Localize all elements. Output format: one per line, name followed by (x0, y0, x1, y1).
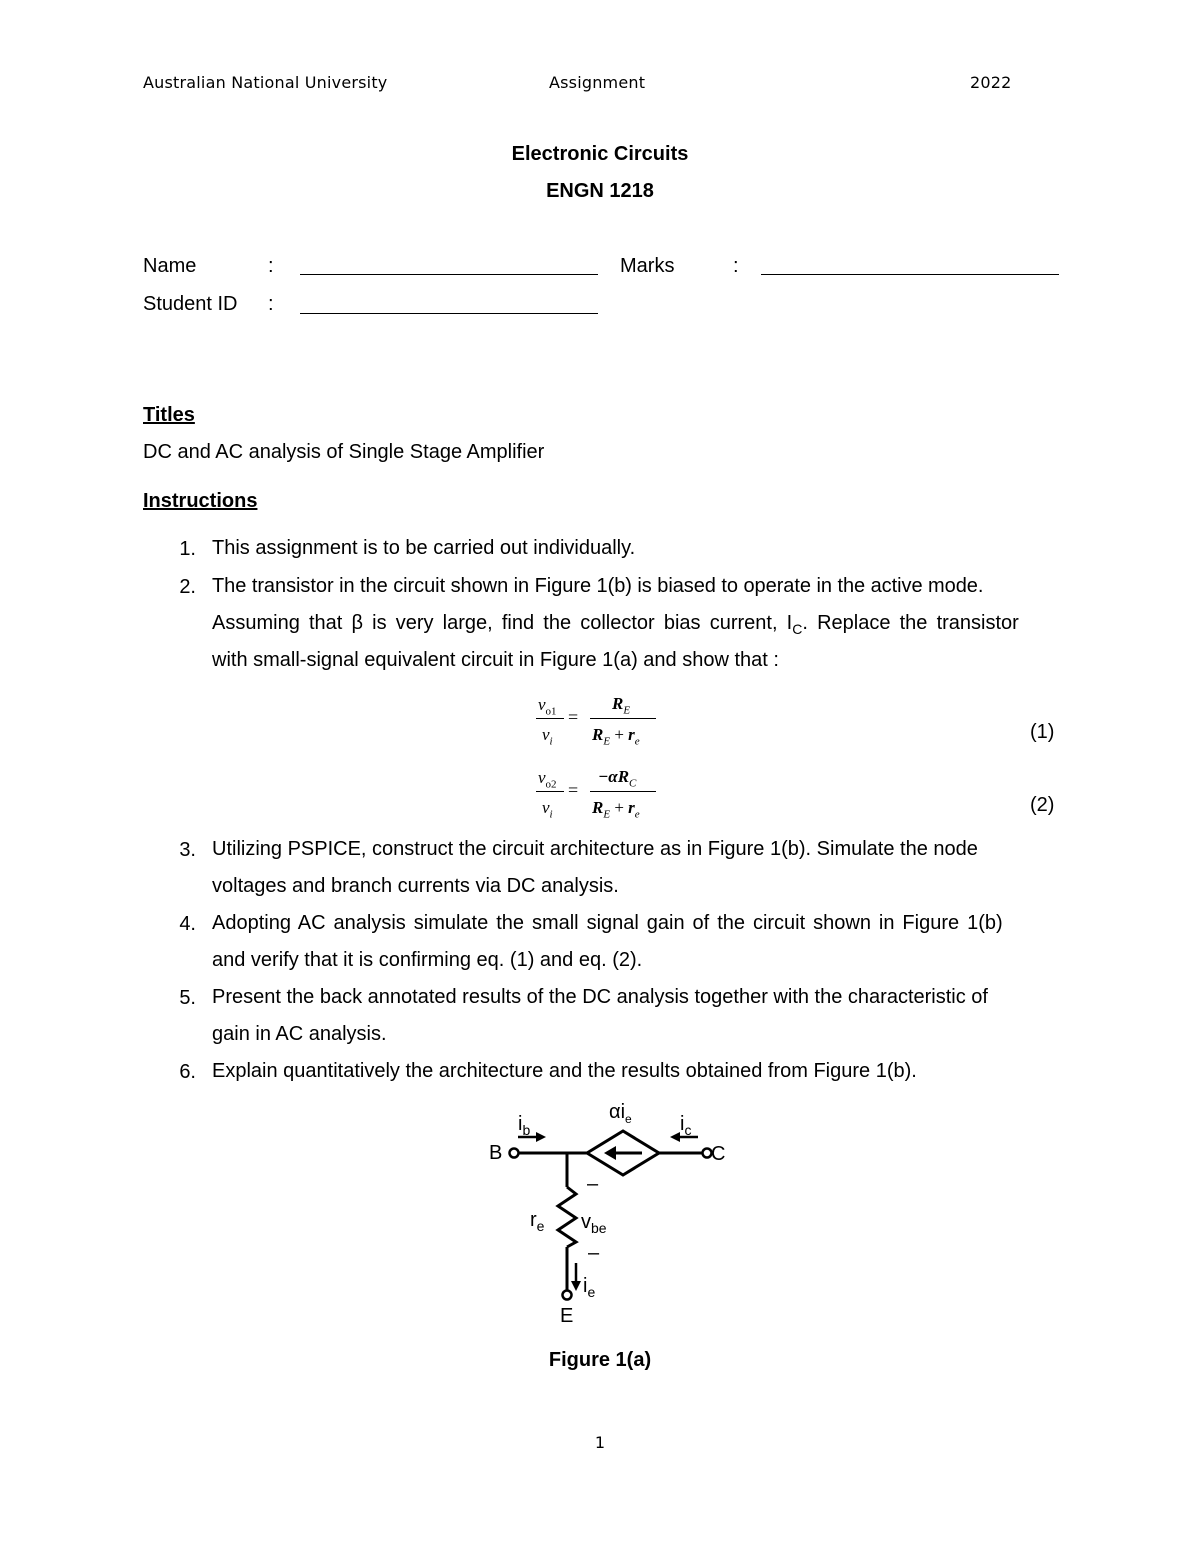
eq1-lhs-numerator (538, 695, 557, 717)
ib-arrow-head-icon (536, 1132, 546, 1142)
instruction-item-1 (212, 530, 1058, 567)
instructions-heading: Instructions (143, 490, 258, 512)
eq2-rhs-denominator (592, 798, 640, 820)
eq-subscript: e (634, 735, 640, 748)
eq2-lhs-numerator (538, 768, 557, 790)
instruction-number: 6. (179, 1061, 196, 1083)
eq-plus: + (614, 725, 624, 744)
eq2-rhs-bar (590, 791, 656, 792)
eq-subscript: i (549, 735, 553, 748)
instruction-number: 1. (179, 538, 196, 560)
name-label: Name (143, 255, 197, 277)
instruction-line-part: . Replace the transistor (802, 612, 1019, 634)
eq-symbol: R (592, 798, 604, 817)
instruction-line: The transistor in the circuit shown in Figure 1(b) is biased to operate in the active mode. (212, 575, 984, 597)
resistor-re (558, 1187, 576, 1247)
eq1-rhs-denominator (592, 725, 640, 747)
eq1-rhs-numerator (612, 694, 630, 716)
ie-arrow-head-icon (571, 1281, 581, 1291)
label-symbol: r (530, 1209, 537, 1231)
eq-symbol: r (628, 798, 635, 817)
eq-subscript: o1 (545, 705, 557, 718)
eq-symbol: v (538, 695, 546, 714)
eq-subscript: C (629, 777, 637, 790)
student-id-label: Student ID (143, 293, 238, 315)
label-symbol: i (518, 1113, 523, 1135)
eq-subscript: e (634, 808, 640, 821)
label-minus-top: – (587, 1173, 599, 1195)
eq-symbol: v (542, 798, 550, 817)
instruction-line: Present the back annotated results of the DC analysis together with the characteristic of (212, 986, 988, 1008)
eq-symbol: −αR (598, 767, 630, 786)
eq1-rhs-bar (590, 718, 656, 719)
label-symbol: αi (609, 1101, 626, 1123)
label-subscript: e (536, 1218, 545, 1234)
student-id-blank-line[interactable] (300, 313, 598, 314)
instruction-line: This assignment is to be carried out individually. (212, 537, 636, 559)
instruction-item-3 (212, 831, 1058, 905)
eq2-rhs-numerator (598, 767, 636, 789)
eq-symbol: R (612, 694, 624, 713)
instruction-line: Utilizing PSPICE, construct the circuit architecture as in Figure 1(b). Simulate the node (212, 838, 978, 860)
eq-subscript: o2 (545, 778, 557, 791)
titles-text: DC and AC analysis of Single Stage Amplifier (143, 441, 545, 463)
label-symbol: i (680, 1113, 685, 1135)
label-subscript: c (684, 1122, 692, 1138)
eq2-lhs-bar (536, 791, 564, 792)
label-subscript: e (587, 1284, 596, 1300)
eq2-lhs-denominator (542, 798, 553, 820)
label-subscript: b (522, 1122, 531, 1138)
subscript-c: C (792, 621, 803, 637)
page-number: 1 (594, 1433, 606, 1452)
header-institution: Australian National University (143, 73, 388, 92)
label-re (530, 1209, 544, 1234)
eq-subscript: i (549, 808, 553, 821)
instruction-line: gain in AC analysis. (212, 1023, 387, 1045)
instruction-number: 4. (179, 913, 196, 935)
instruction-item-4 (212, 905, 1058, 979)
eq1-lhs-bar (536, 718, 564, 719)
label-symbol: i (583, 1275, 588, 1297)
label-ie (583, 1275, 595, 1300)
label-ib (518, 1113, 530, 1138)
label-e: E (560, 1305, 574, 1327)
marks-blank-line[interactable] (761, 274, 1059, 275)
eq-subscript: E (603, 808, 611, 821)
eq-symbol: r (628, 725, 635, 744)
label-subscript: e (625, 1112, 632, 1126)
eq-subscript: E (623, 704, 631, 717)
student-id-colon: : (268, 293, 274, 315)
eq-symbol: v (538, 768, 546, 787)
instruction-line-part: Assuming that β is very large, find the collector bias current, I (212, 612, 793, 634)
label-subscript: be (591, 1220, 607, 1236)
eq-subscript: E (603, 735, 611, 748)
marks-colon: : (733, 255, 739, 277)
eq1-number: (1) (1030, 721, 1055, 743)
label-c: C (711, 1143, 726, 1165)
eq1-equals: = (568, 707, 579, 727)
label-vbe (581, 1211, 607, 1236)
instruction-number: 5. (179, 987, 196, 1009)
label-dependent-source (609, 1101, 632, 1126)
instruction-number: 2. (179, 576, 196, 598)
titles-heading: Titles (143, 404, 195, 426)
eq-symbol: R (592, 725, 604, 744)
name-blank-line[interactable] (300, 274, 598, 275)
eq1-lhs-denominator (542, 725, 553, 747)
equation-2 (520, 766, 680, 826)
equation-1 (520, 693, 680, 753)
label-ic (680, 1113, 691, 1138)
instruction-line: and verify that it is confirming eq. (1) and eq. (2). (212, 949, 643, 971)
header-doc-type: Assignment (549, 73, 646, 92)
name-colon: : (268, 255, 274, 277)
marks-label: Marks (620, 255, 675, 277)
instruction-line: voltages and branch currents via DC analysis. (212, 875, 619, 897)
course-code: ENGN 1218 (546, 180, 654, 202)
instruction-item-6 (212, 1053, 1058, 1090)
terminal-b (510, 1149, 519, 1158)
eq2-number: (2) (1030, 794, 1055, 816)
eq-symbol: v (542, 725, 550, 744)
label-minus-bottom: – (588, 1242, 600, 1264)
terminal-e (563, 1291, 572, 1300)
instruction-line-with-sub (212, 605, 1058, 642)
eq2-equals: = (568, 780, 579, 800)
label-symbol: v (581, 1211, 591, 1233)
instruction-item-5 (212, 979, 1058, 1053)
instruction-line: Adopting AC analysis simulate the small signal gain of the circuit shown in Figure 1(b) (212, 912, 1003, 934)
eq-plus: + (614, 798, 624, 817)
label-b: B (489, 1142, 503, 1164)
course-title: Electronic Circuits (511, 143, 689, 165)
figure-caption: Figure 1(a) (548, 1349, 652, 1371)
ic-arrow-head-icon (670, 1132, 680, 1142)
instruction-line: with small-signal equivalent circuit in Figure 1(a) and show that : (212, 649, 779, 671)
header-year: 2022 (970, 73, 1012, 92)
instruction-item-2 (212, 568, 1058, 679)
instruction-number: 3. (179, 839, 196, 861)
instruction-line: Explain quantitatively the architecture and the results obtained from Figure 1(b). (212, 1060, 917, 1082)
